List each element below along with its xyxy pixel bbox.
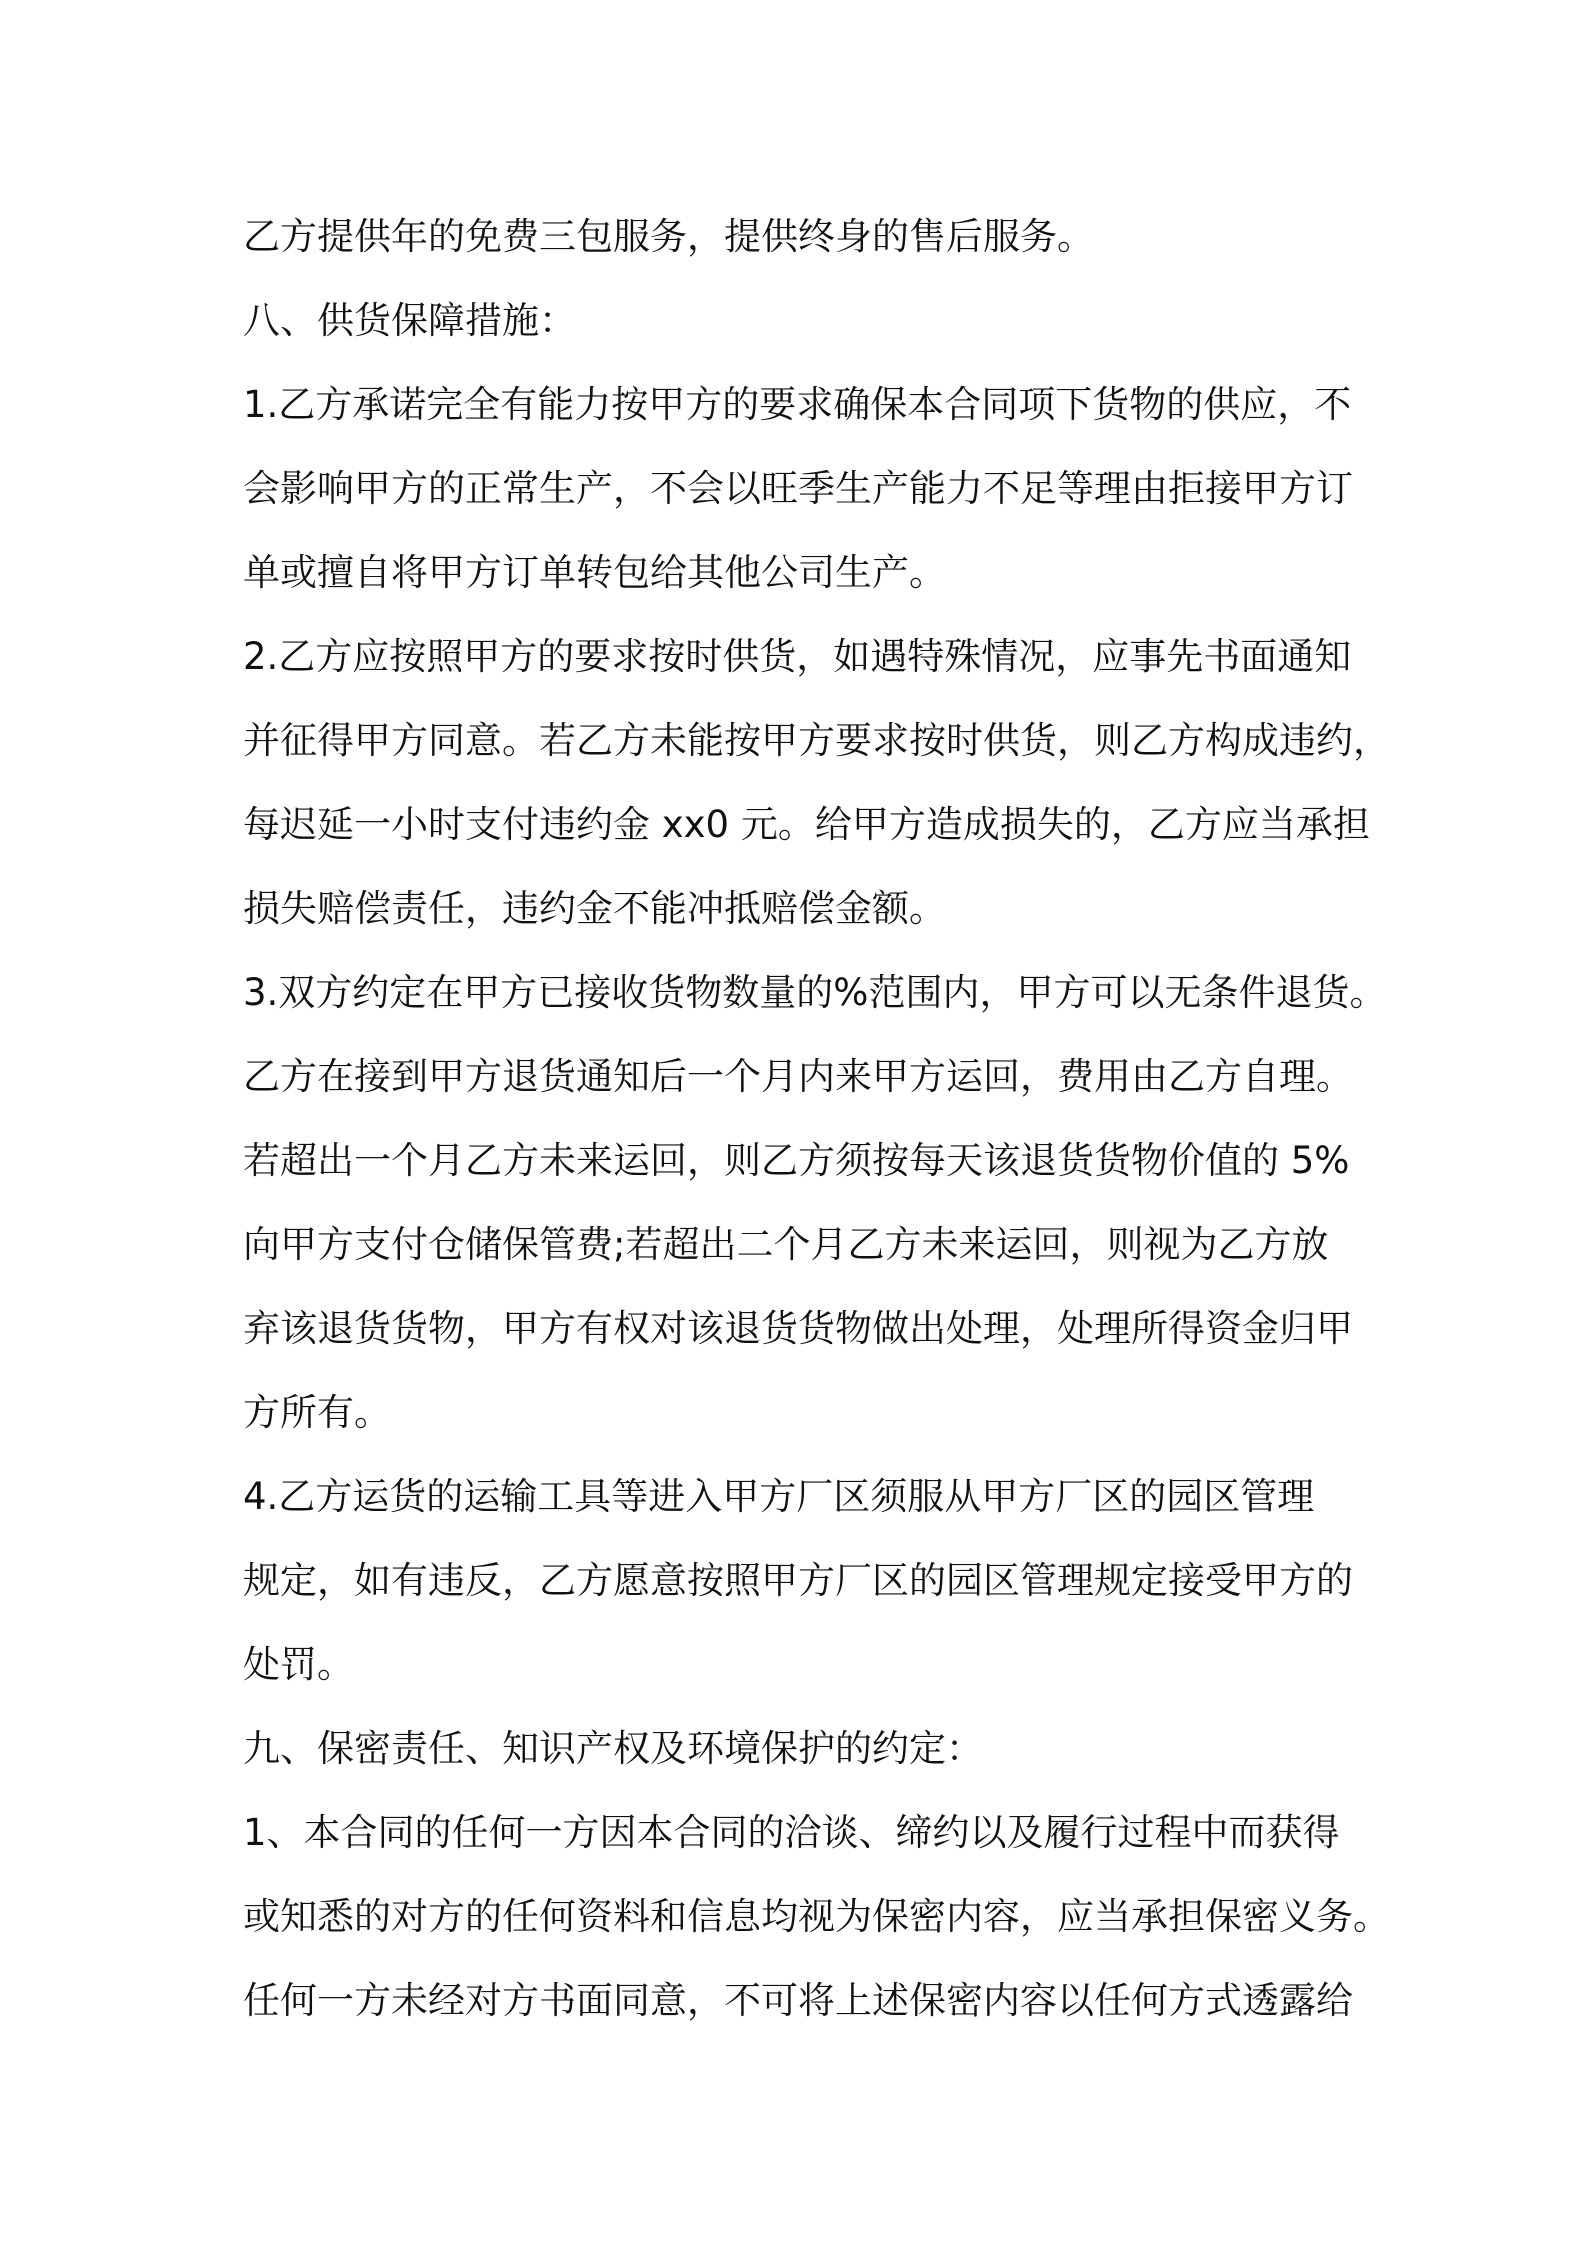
paragraph-line: 2.乙方应按照甲方的要求按时供货，如遇特殊情况，应事先书面通知 [243,635,1352,678]
paragraph-line: 方所有。 [243,1391,391,1434]
paragraph-line: 规定，如有违反，乙方愿意按照甲方厂区的园区管理规定接受甲方的 [243,1559,1353,1602]
paragraph-line: 若超出一个月乙方未来运回，则乙方须按每天该退货货物价值的 5% [243,1139,1350,1182]
paragraph-line: 1.乙方承诺完全有能力按甲方的要求确保本合同项下货物的供应，不 [243,383,1352,426]
paragraph-line: 处罚。 [243,1643,354,1686]
paragraph-line: 乙方提供年的免费三包服务，提供终身的售后服务。 [243,215,1094,258]
paragraph-line: 并征得甲方同意。若乙方未能按甲方要求按时供货，则乙方构成违约， [243,719,1390,762]
paragraph-line: 乙方在接到甲方退货通知后一个月内来甲方运回，费用由乙方自理。 [243,1055,1353,1098]
paragraph-line: 任何一方未经对方书面同意，不可将上述保密内容以任何方式透露给 [243,1979,1353,2022]
paragraph-line: 4.乙方运货的运输工具等进入甲方厂区须服从甲方厂区的园区管理 [243,1475,1315,1518]
paragraph-line: 会影响甲方的正常生产，不会以旺季生产能力不足等理由拒接甲方订 [243,467,1353,510]
paragraph-line: 损失赔偿责任，违约金不能冲抵赔偿金额。 [243,887,946,930]
paragraph-line: 1、本合同的任何一方因本合同的洽谈、缔约以及履行过程中而获得 [243,1811,1340,1854]
section-heading-8: 八、供货保障措施： [243,299,576,342]
document-body [243,195,1390,2043]
paragraph-line: 或知悉的对方的任何资料和信息均视为保密内容，应当承担保密义务。 [243,1895,1390,1938]
paragraph-line: 单或擅自将甲方订单转包给其他公司生产。 [243,551,946,594]
paragraph-line: 弃该退货货物，甲方有权对该退货货物做出处理，处理所得资金归甲 [243,1307,1353,1350]
paragraph-line: 每迟延一小时支付违约金 xx0 元。给甲方造成损失的，乙方应当承担 [243,803,1370,846]
paragraph-line: 3.双方约定在甲方已接收货物数量的%范围内，甲方可以无条件退货。 [243,971,1387,1014]
paragraph-line: 向甲方支付仓储保管费;若超出二个月乙方未来运回，则视为乙方放 [243,1223,1329,1266]
section-heading-9: 九、保密责任、知识产权及环境保护的约定： [243,1727,983,1770]
